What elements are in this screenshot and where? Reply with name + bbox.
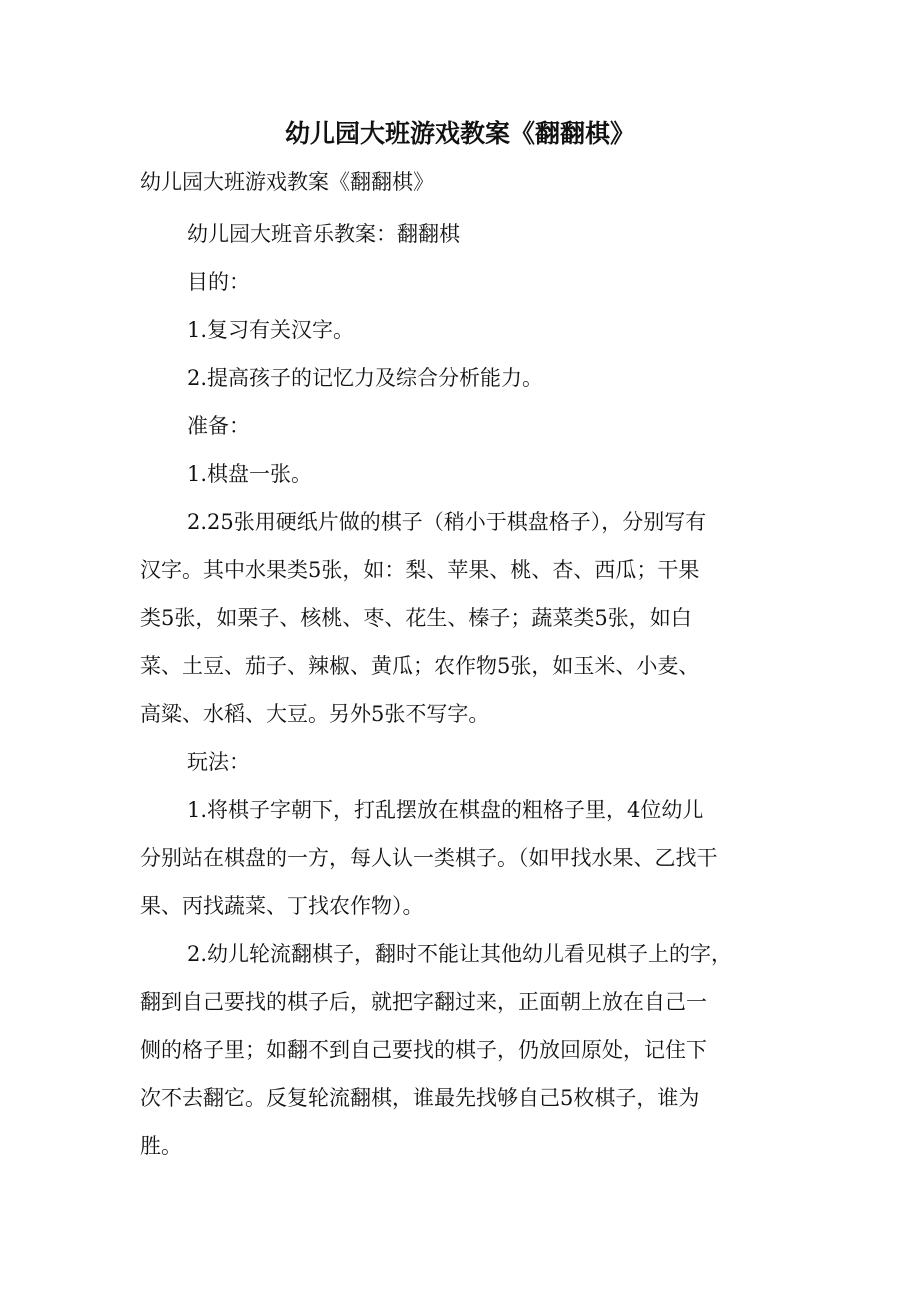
page-title: 幼儿园大班游戏教案《翻翻棋》 — [284, 119, 635, 148]
paragraph-line: 汉字。其中水果类5张，如：梨、苹果、桃、杏、西瓜；干果 — [140, 558, 700, 582]
paragraph-line: 翻到自己要找的棋子后，就把字翻过来，正面朝上放在自己一 — [140, 990, 707, 1014]
paragraph-line: 果、丙找蔬菜、丁找农作物）。 — [140, 894, 424, 918]
paragraph-line: 分别站在棋盘的一方，每人认一类棋子。（如甲找水果、乙找干 — [140, 846, 718, 870]
paragraph-line: 2.25张用硬纸片做的棋子（稍小于棋盘格子），分别写有 — [187, 510, 707, 534]
paragraph-line: 1.棋盘一张。 — [187, 462, 313, 486]
paragraph-line: 侧的格子里；如翻不到自己要找的棋子，仍放回原处，记住下 — [140, 1038, 707, 1062]
document-subtitle: 幼儿园大班游戏教案《翻翻棋》 — [140, 170, 434, 194]
paragraph-line: 2.幼儿轮流翻棋子，翻时不能让其他幼儿看见棋子上的字， — [187, 942, 733, 966]
paragraph-line: 胜。 — [140, 1134, 182, 1158]
section-heading-preparation: 准备： — [187, 414, 250, 438]
paragraph-line: 次不去翻它。反复轮流翻棋，谁最先找够自己5枚棋子，谁为 — [140, 1086, 700, 1110]
paragraph-line: 高粱、水稻、大豆。另外5张不写字。 — [140, 702, 490, 726]
paragraph-line: 类5张，如栗子、核桃、枣、花生、榛子；蔬菜类5张，如白 — [140, 606, 692, 630]
paragraph-line: 1.将棋子字朝下，打乱摆放在棋盘的粗格子里，4位幼儿 — [187, 798, 704, 822]
paragraph-line: 1.复习有关汉字。 — [187, 318, 355, 342]
section-heading-goal: 目的： — [187, 270, 250, 294]
paragraph-line: 幼儿园大班音乐教案：翻翻棋 — [187, 222, 460, 246]
paragraph-line: 2.提高孩子的记忆力及综合分析能力。 — [187, 366, 544, 390]
paragraph-line: 菜、土豆、茄子、辣椒、黄瓜；农作物5张，如玉米、小麦、 — [140, 654, 700, 678]
section-heading-rules: 玩法： — [187, 750, 250, 774]
